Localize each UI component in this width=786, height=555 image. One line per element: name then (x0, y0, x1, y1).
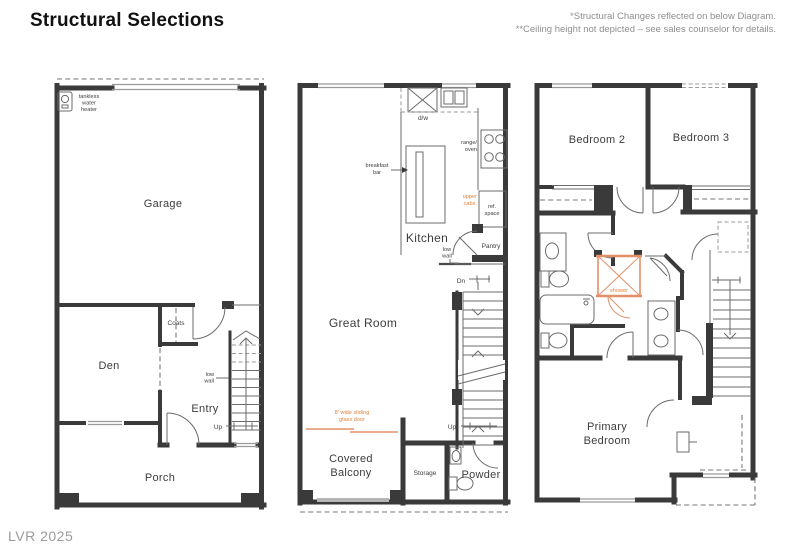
svg-text:heater: heater (81, 107, 97, 113)
toilet-icon (541, 333, 567, 348)
garage-label: Garage (143, 198, 183, 210)
powder-room-fixtures (449, 443, 501, 490)
upper-cabs-label: upper (462, 194, 477, 200)
note-line-1: *Structural Changes reflected on below Diagram. (570, 11, 776, 22)
bedroom3-label: Bedroom 3 (672, 132, 730, 144)
breakfast-bar-island (406, 146, 445, 223)
tankless-water-heater-icon (58, 92, 72, 111)
dishwasher-label: d/w (417, 115, 429, 122)
double-vanity-icon (648, 301, 675, 355)
up-label-l2: Up (447, 424, 457, 431)
powder-label: Powder (461, 469, 501, 481)
svg-text:wall: wall (442, 253, 452, 260)
svg-text:wall: wall (204, 378, 214, 385)
covered-balcony-label: Covered (329, 453, 373, 465)
breakfast-bar-label: breakfast (365, 163, 389, 169)
svg-text:glass door: glass door (339, 417, 365, 423)
great-room-label: Great Room (328, 316, 398, 330)
sliding-door-label: 8' wide sliding (334, 410, 370, 416)
pantry-label: Pantry (481, 243, 501, 250)
bathtub-icon (540, 295, 594, 324)
tankless-label: tankless (78, 94, 100, 100)
pedestal-sink-icon (450, 447, 461, 464)
kitchen-label: Kitchen (405, 231, 449, 245)
low-wall-label: low (205, 372, 214, 378)
dn-label: Dn (456, 278, 466, 285)
shower-label: shower (609, 288, 629, 294)
plan-code-label: LVR 2025 (8, 528, 74, 544)
washer-dryer-space (718, 222, 748, 252)
page-title: Structural Selections (30, 10, 225, 31)
note-line-2: **Ceiling height not depicted – see sales counselor for details. (515, 24, 776, 35)
svg-text:bar: bar (372, 170, 382, 176)
level3-stairs (706, 250, 751, 398)
bedroom2-label: Bedroom 2 (568, 134, 626, 146)
level3-doors (588, 187, 718, 427)
hall-bath-fixtures (540, 233, 594, 348)
coats-label: Coats (167, 320, 185, 327)
svg-text:Bedroom: Bedroom (583, 435, 631, 447)
svg-text:oven: oven (464, 147, 477, 153)
svg-text:water: water (82, 100, 96, 107)
storage-label: Storage (413, 470, 437, 477)
svg-text:space: space (484, 211, 500, 217)
porch-label: Porch (144, 472, 176, 484)
level2-floor-plan (300, 82, 508, 512)
kitchen-fixtures (391, 88, 507, 255)
level2-stairs (452, 276, 505, 449)
entry-label: Entry (191, 403, 219, 415)
toilet-icon (541, 271, 569, 287)
up-label: Up (213, 424, 223, 431)
primary-bedroom-label: Primary (587, 421, 627, 433)
laundry-area (718, 222, 748, 252)
level3-floor-plan (537, 82, 757, 505)
primary-bath-fixtures (594, 250, 675, 355)
walk-in-closet (677, 415, 748, 470)
kitchen-sink-icon (441, 88, 467, 107)
level1-floor-plan (57, 79, 264, 507)
svg-text:Balcony: Balcony (330, 467, 372, 479)
ref-space-label: ref. (487, 204, 497, 210)
level1-walls (57, 79, 264, 507)
sliding-glass-door (306, 429, 398, 432)
low-wall-label-l2: low (442, 247, 452, 253)
range-oven-label: range/ (461, 140, 477, 146)
svg-text:cabs.: cabs. (463, 201, 477, 207)
shower-structural-option (594, 250, 642, 318)
den-label: Den (98, 360, 120, 372)
vanity-sink-icon (540, 233, 566, 271)
